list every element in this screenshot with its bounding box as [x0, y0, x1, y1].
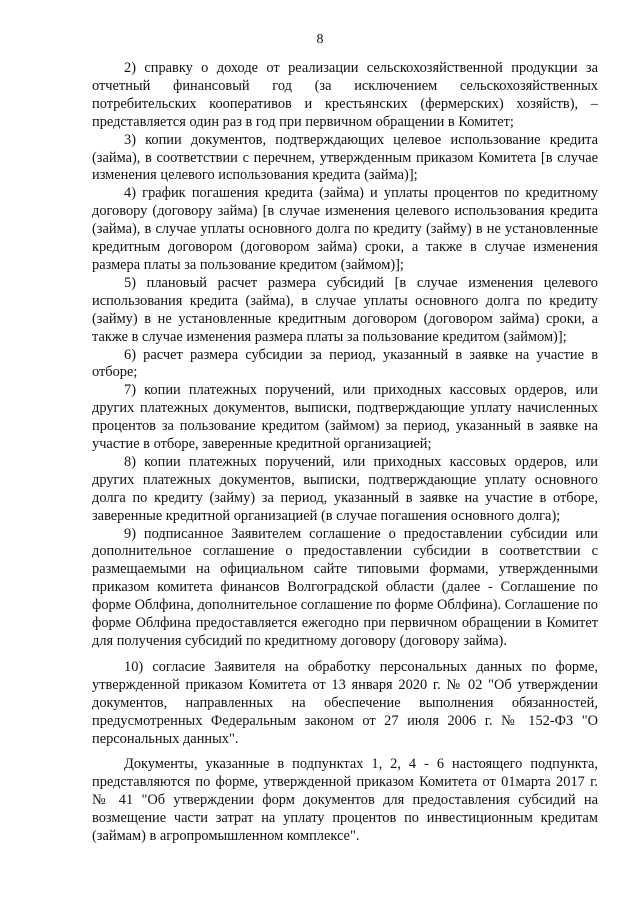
paragraph-item-4: 4) график погашения кредита (займа) и уплаты процентов по кредитному договору (договору займа) [в случае изменения целевого использования кредита (займа), в случае уплаты основного долга по кредиту (займу) в не установленные кредитным договором (договором займа) сроки, а также в случае изменения размера платы за пользование кредитом (займом)];	[92, 185, 598, 273]
paragraph-item-3: 3) копии документов, подтверждающих целевое использование кредита (займа), в соответствии с перечнем, утвержденным приказом Комитета [в случае изменения целевого использования кредита (займа)];	[92, 131, 598, 184]
paragraph-item-10: 10) согласие Заявителя на обработку персональных данных по форме, утвержденной приказом Комитета от 13 января 2020 г. № 02 "Об утверждении документов, направленных на обеспечение выполнения обязанностей, предусмотренных Федеральным законом от 27 июля 2006 г. № 152-ФЗ "О персональных данных".	[92, 658, 598, 747]
paragraph-item-2: 2) справку о доходе от реализации сельскохозяйственной продукции за отчетный финансовый год (за исключением сельскохозяйственных потребительских кооперативов и крестьянских (фермерских) хозяйств), – представляется один раз в год при первичном обращении в Комитет;	[92, 60, 598, 130]
paragraph-item-8: 8) копии платежных поручений, или приходных кассовых ордеров, или других платежных документов, выписки, подтверждающие уплату основного долга по кредиту (займу) за период, указанный в заявке на участие в отборе, заверенные кредитной организацией (в случае погашения основного долга);	[92, 453, 598, 524]
document-body	[92, 60, 598, 846]
paragraph-item-6: 6) расчет размера субсидии за период, указанный в заявке на участие в отборе;	[92, 346, 598, 381]
paragraph-item-7: 7) копии платежных поручений, или приходных кассовых ордеров, или других платежных документов, выписки, подтверждающие уплату начисленных процентов за пользование кредитом (займом) за период, указанный в заявке на участие в отборе, заверенные кредитной организацией;	[92, 382, 598, 453]
page-number: 8	[316, 32, 324, 47]
paragraph-documents-note: Документы, указанные в подпунктах 1, 2, 4 - 6 настоящего подпункта, представляются по форме, утвержденной приказом Комитета от 01марта 2017 г. № 41 "Об утверждении форм документов для предоставления субсидий на возмещение части затрат на уплату процентов по инвестиционным кредитам (займам) в агропромышленном комплексе".	[92, 756, 598, 845]
paragraph-item-9: 9) подписанное Заявителем соглашение о предоставлении субсидии или дополнительное соглашение о предоставлении субсидии в соответствии с размещаемыми на официальном сайте типовыми формами, утвержденными приказом комитета финансов Волгоградской области (далее - Соглашение по форме Облфина, дополнительное соглашение по форме Облфина). Соглашение по форме Облфина предоставляется ежегодно при первичном обращении в Комитет для получения субсидий по кредитному договору (договору займа).	[92, 525, 598, 649]
paragraph-item-5: 5) плановый расчет размера субсидий [в случае изменения целевого использования кредита (займа), в случае уплаты основного долга по кредиту (займу) в не установленные кредитным договором (договором займа) сроки, а также в случае изменения размера платы за пользование кредитом (займом)];	[92, 274, 598, 345]
